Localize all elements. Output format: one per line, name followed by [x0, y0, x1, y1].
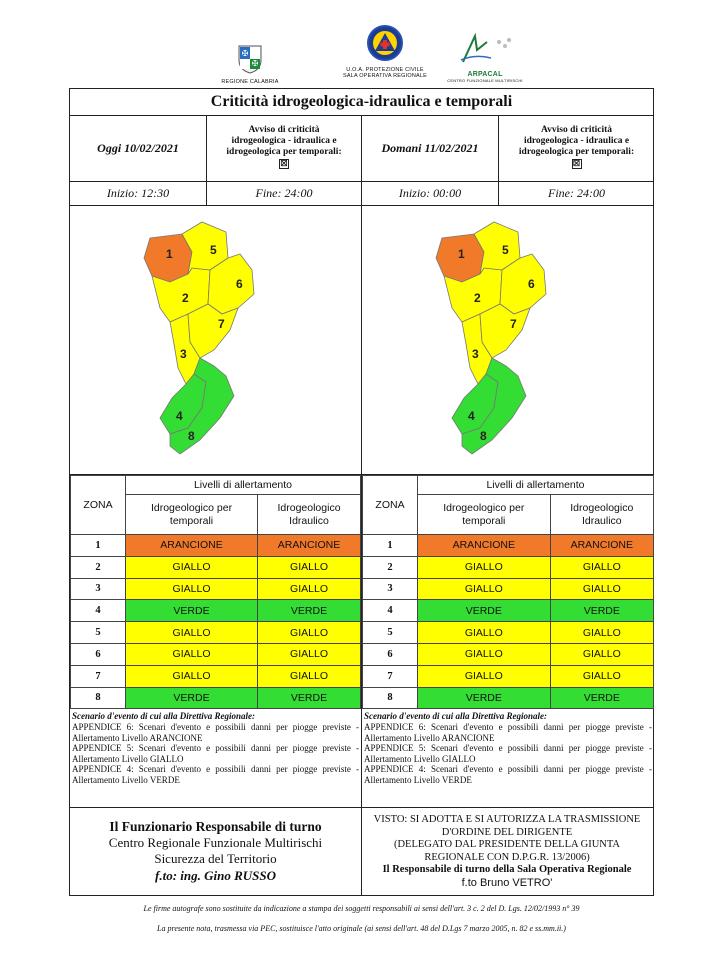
- level-temporali-cell: GIALLO: [418, 665, 551, 687]
- table-row: [71, 535, 361, 557]
- level-temporali-cell: VERDE: [126, 600, 258, 622]
- level-temporali-cell: GIALLO: [126, 622, 258, 644]
- zona-cell: 8: [71, 687, 126, 709]
- zone-label: 4: [468, 409, 475, 423]
- level-temporali-cell: VERDE: [126, 687, 258, 709]
- scenario-line: APPENDICE 5: Scenari d'evento e possibili danni per piogge previste - Allertamento Livello GIALLO: [364, 743, 652, 764]
- sig-left-line4: f.to: ing. Gino RUSSO: [155, 868, 276, 883]
- table-row: [363, 578, 654, 600]
- level-idraulico-cell: GIALLO: [550, 556, 653, 578]
- zona-cell: 1: [363, 535, 418, 557]
- zone-label: 7: [510, 317, 517, 331]
- zone-label: 5: [210, 243, 217, 257]
- levels-body: [363, 535, 654, 709]
- calabria-map: [422, 218, 592, 468]
- signature-left: [70, 808, 362, 896]
- signature-right: [362, 808, 652, 896]
- time-range: [70, 182, 361, 206]
- scenario-line: APPENDICE 4: Scenari d'evento e possibili danni per piogge previste - Allertamento Livello VERDE: [72, 764, 359, 785]
- zone-7-area: [188, 304, 238, 358]
- level-idraulico-cell: GIALLO: [550, 665, 653, 687]
- table-row: [71, 578, 361, 600]
- avviso-line: Avviso di criticità: [540, 125, 613, 135]
- zone-label: 4: [176, 409, 183, 423]
- level-idraulico-cell: VERDE: [550, 600, 653, 622]
- zone-label: 2: [182, 291, 189, 305]
- scenario-line: APPENDICE 4: Scenari d'evento e possibili danni per piogge previste - Allertamento Livello VERDE: [364, 764, 652, 785]
- zona-cell: 4: [71, 600, 126, 622]
- scenario-line: APPENDICE 6: Scenari d'evento e possibili danni per piogge previste - Allertamento Livello ARANCIONE: [72, 721, 359, 743]
- regione-calabria-logo: [218, 44, 282, 85]
- day-date: Oggi 10/02/2021: [70, 116, 207, 181]
- level-temporali-cell: GIALLO: [126, 556, 258, 578]
- avviso-line: idrogeologica per temporali:: [226, 147, 342, 157]
- zona-cell: 7: [71, 665, 126, 687]
- footer-note-2: La presente nota, trasmessa via PEC, sostituisce l'atto originale (ai sensi dell'art. 48 del D.Lgs 7 marzo 2005, n. 82 e ss.mm.ii.): [157, 924, 566, 933]
- zone-label: 5: [502, 243, 509, 257]
- scenario-heading: Scenario d'evento di cui alla Direttiva Regionale:: [364, 711, 547, 722]
- scenario-notes: [362, 709, 654, 785]
- alert-levels-table: [362, 475, 654, 709]
- zona-header: ZONA: [363, 476, 418, 535]
- col-idraulico-header: Idrogeologico Idraulico: [550, 495, 653, 535]
- level-temporali-cell: ARANCIONE: [126, 535, 258, 557]
- avviso-line: idrogeologica - idraulica e: [523, 136, 630, 146]
- level-idraulico-cell: ARANCIONE: [550, 535, 653, 557]
- avviso-checkbox: ☒: [572, 159, 581, 168]
- zone-label: 1: [458, 247, 465, 261]
- inizio-time: Inizio: 00:00: [362, 182, 499, 205]
- sig-right-line1: VISTO: SI ADOTTA E SI AUTORIZZA LA TRASMISSIONE: [373, 814, 641, 825]
- fine-time: Fine: 24:00: [548, 186, 605, 200]
- zona-cell: 1: [71, 535, 126, 557]
- day-header: [362, 116, 654, 182]
- avviso-box: [207, 116, 361, 181]
- level-idraulico-cell: ARANCIONE: [258, 535, 361, 557]
- zona-cell: 5: [71, 622, 126, 644]
- zone-map: [362, 206, 654, 475]
- livelli-header: Livelli di allertamento: [418, 476, 654, 495]
- zona-cell: 5: [363, 622, 418, 644]
- zone-label: 7: [218, 317, 225, 331]
- scenario-line: APPENDICE 6: Scenari d'evento e possibili danni per piogge previste - Allertamento Livello ARANCIONE: [364, 721, 652, 743]
- table-row: [363, 687, 654, 709]
- col-idraulico-header: Idrogeologico Idraulico: [258, 495, 361, 535]
- sig-left-line3: Sicurezza del Territorio: [154, 851, 277, 866]
- zone-label: 2: [474, 291, 481, 305]
- table-row: [71, 622, 361, 644]
- zone-label: 6: [236, 277, 243, 291]
- level-idraulico-cell: GIALLO: [550, 578, 653, 600]
- level-idraulico-cell: GIALLO: [550, 622, 653, 644]
- day-header: [70, 116, 361, 182]
- zone-label: 8: [188, 429, 195, 443]
- svg-text:✠: ✠: [251, 59, 259, 68]
- zone-label: 1: [166, 247, 173, 261]
- day-column-tomorrow: [362, 116, 654, 807]
- sig-right-line4: REGIONALE CON D.P.G.R. 13/2006): [424, 851, 590, 863]
- level-idraulico-cell: GIALLO: [550, 643, 653, 665]
- sig-left-line2: Centro Regionale Funzionale Multirischi: [108, 835, 323, 850]
- table-row: [71, 643, 361, 665]
- table-row: [71, 665, 361, 687]
- level-idraulico-cell: VERDE: [550, 687, 653, 709]
- arpacal-emblem-icon: [453, 32, 517, 66]
- sig-right-line5: Il Responsabile di turno della Sala Operativa Regionale: [382, 864, 632, 875]
- zona-cell: 3: [363, 578, 418, 600]
- scenario-line: APPENDICE 5: Scenari d'evento e possibili danni per piogge previste - Allertamento Livello GIALLO: [72, 743, 359, 764]
- level-temporali-cell: GIALLO: [126, 665, 258, 687]
- zona-cell: 4: [363, 600, 418, 622]
- table-row: [363, 600, 654, 622]
- level-temporali-cell: VERDE: [418, 687, 551, 709]
- sig-right-line2: D'ORDINE DEL DIRIGENTE: [441, 826, 573, 838]
- level-temporali-cell: VERDE: [418, 600, 551, 622]
- regione-label: REGIONE CALABRIA: [221, 79, 279, 85]
- level-idraulico-cell: VERDE: [258, 600, 361, 622]
- zone-label: 6: [528, 277, 535, 291]
- zona-cell: 6: [363, 643, 418, 665]
- sig-right-line3: (DELEGATO DAL PRESIDENTE DELLA GIUNTA: [393, 839, 621, 850]
- bulletin-title: Criticità idrogeologica-idraulica e temporali: [70, 89, 653, 116]
- levels-body: [71, 535, 361, 709]
- zona-cell: 8: [363, 687, 418, 709]
- logo-bar: [0, 18, 714, 84]
- level-temporali-cell: GIALLO: [418, 643, 551, 665]
- level-temporali-cell: GIALLO: [418, 556, 551, 578]
- level-temporali-cell: GIALLO: [418, 622, 551, 644]
- avviso-checkbox: ☒: [280, 159, 288, 168]
- table-row: [71, 556, 361, 578]
- pc-line2: SALA OPERATIVA REGIONALE: [342, 73, 428, 79]
- col-temporali-header: Idrogeologico per temporali: [418, 495, 551, 535]
- level-temporali-cell: GIALLO: [126, 643, 258, 665]
- level-idraulico-cell: VERDE: [258, 687, 361, 709]
- level-idraulico-cell: GIALLO: [258, 622, 361, 644]
- level-idraulico-cell: GIALLO: [258, 665, 361, 687]
- protezione-civile-emblem-icon: [366, 24, 404, 62]
- level-temporali-cell: ARANCIONE: [418, 535, 551, 557]
- zona-header: ZONA: [71, 476, 126, 535]
- table-row: [71, 600, 361, 622]
- table-row: [363, 535, 654, 557]
- avviso-line: Avviso di criticità: [248, 125, 320, 135]
- table-row: [363, 643, 654, 665]
- table-row: [363, 665, 654, 687]
- alert-levels-table: [70, 475, 361, 709]
- inizio-time: Inizio: 12:30: [70, 182, 207, 205]
- zona-cell: 3: [71, 578, 126, 600]
- table-row: [71, 687, 361, 709]
- zone-map: [70, 206, 361, 475]
- level-idraulico-cell: GIALLO: [258, 643, 361, 665]
- zona-cell: 6: [71, 643, 126, 665]
- arpacal-sub: CENTRO FUNZIONALE MULTIRISCHI: [447, 78, 523, 83]
- regione-crest-icon: [237, 44, 263, 74]
- signature-area: [70, 807, 653, 895]
- time-range: [362, 182, 654, 206]
- table-row: [363, 622, 654, 644]
- bulletin-frame: [69, 88, 654, 896]
- zone-label: 8: [480, 429, 487, 443]
- scenario-notes: [70, 709, 361, 785]
- level-idraulico-cell: GIALLO: [258, 556, 361, 578]
- avviso-box: [499, 116, 654, 181]
- zone-label: 3: [472, 347, 479, 361]
- day-column-today: [70, 116, 362, 807]
- zone-label: 3: [180, 347, 187, 361]
- fine-time: Fine: 24:00: [255, 186, 313, 200]
- zona-cell: 7: [363, 665, 418, 687]
- level-temporali-cell: GIALLO: [418, 578, 551, 600]
- calabria-map: [130, 218, 300, 468]
- zone-7-area: [480, 304, 530, 358]
- day-date: Domani 11/02/2021: [362, 116, 499, 181]
- level-temporali-cell: GIALLO: [126, 578, 258, 600]
- zona-cell: 2: [71, 556, 126, 578]
- svg-text:✠: ✠: [241, 49, 249, 58]
- avviso-line: idrogeologica per temporali:: [518, 147, 635, 157]
- arpacal-label: ARPACAL: [467, 71, 503, 78]
- pc-line1: U.O.A. PROTEZIONE CIVILE: [346, 67, 424, 73]
- table-row: [363, 556, 654, 578]
- arpacal-logo: [430, 32, 540, 83]
- level-idraulico-cell: GIALLO: [258, 578, 361, 600]
- footer-note-1: Le firme autografe sono sostituite da indicazione a stampa dei soggetti responsabili ai sensi dell'art. 3 c. 2 del D. Lgs. 12/02/1993 n° 39: [143, 904, 580, 913]
- sig-right-line6: f.to Bruno VETRO': [461, 876, 553, 889]
- livelli-header: Livelli di allertamento: [126, 476, 361, 495]
- sig-left-line1: Il Funzionario Responsabile di turno: [109, 819, 322, 834]
- avviso-line: idrogeologica - idraulica e: [231, 136, 337, 146]
- zona-cell: 2: [363, 556, 418, 578]
- col-temporali-header: Idrogeologico per temporali: [126, 495, 258, 535]
- scenario-heading: Scenario d'evento di cui alla Direttiva Regionale:: [72, 711, 255, 722]
- day-columns: [70, 116, 653, 807]
